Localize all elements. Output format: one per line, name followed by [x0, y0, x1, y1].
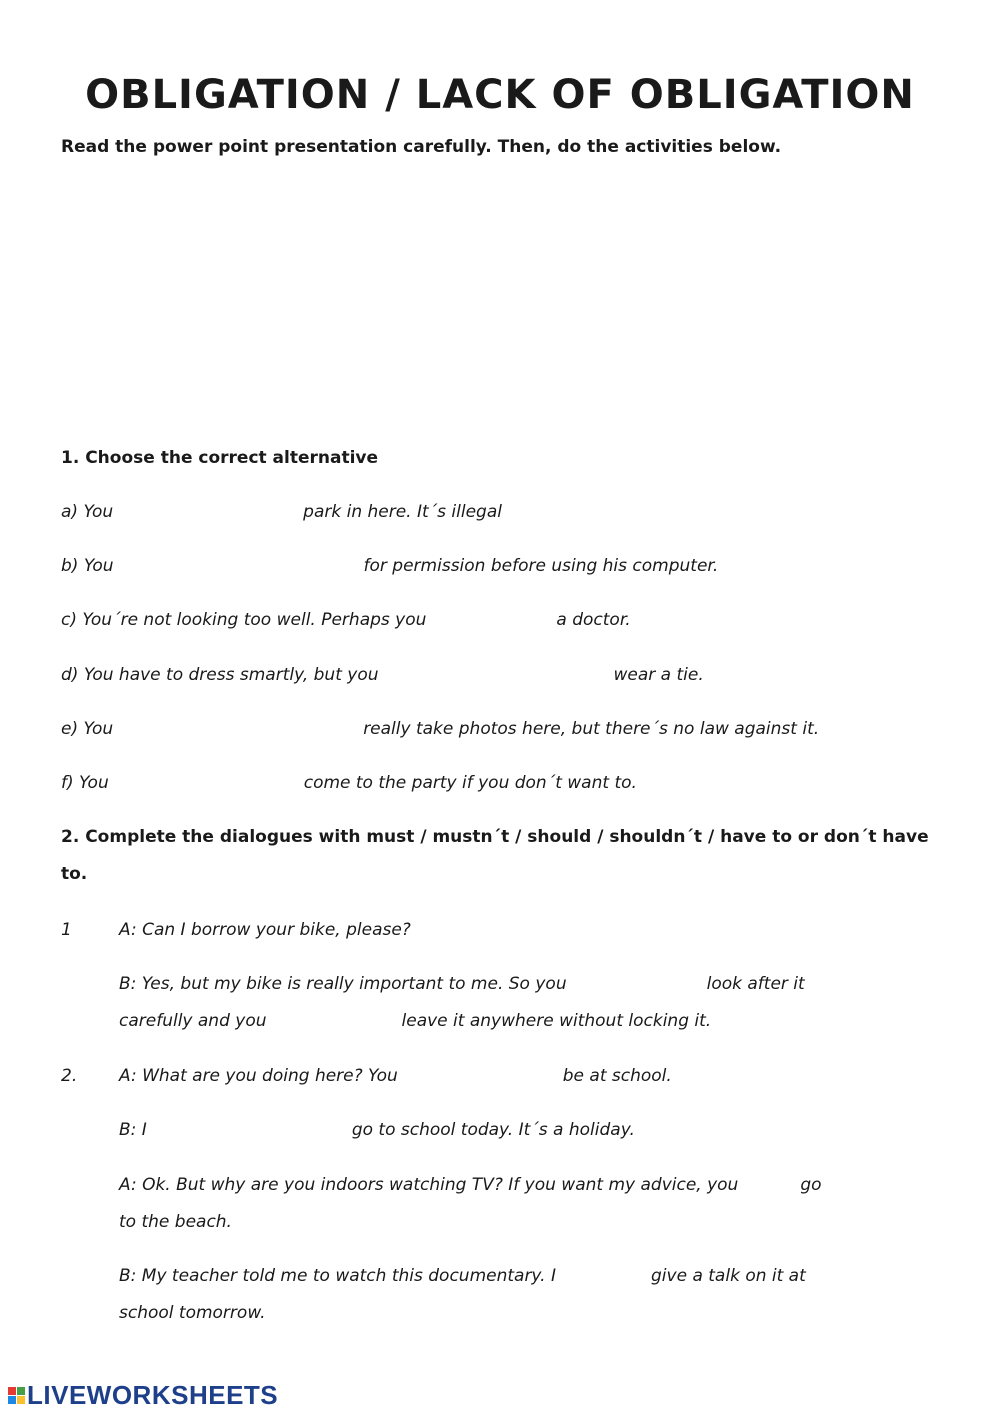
dialogue1-line-b — [119, 974, 805, 994]
answer-blank[interactable] — [398, 1066, 563, 1086]
answer-blank[interactable] — [113, 502, 303, 522]
answer-blank[interactable] — [267, 1011, 402, 1031]
answer-blank[interactable] — [113, 719, 363, 739]
line-text-before: carefully and you — [119, 1011, 267, 1031]
exercise1-item-e — [61, 719, 819, 739]
item-text-before: f) You — [61, 773, 109, 793]
item-text-before: d) You have to dress smartly, but you — [61, 665, 379, 685]
exercise1-item-b — [61, 556, 718, 576]
exercise1-item-a — [61, 502, 502, 522]
line-text-after: look after it — [706, 974, 805, 994]
item-text-after: park in here. It´s illegal — [303, 502, 502, 522]
exercise1-item-f — [61, 773, 637, 793]
item-text-before: b) You — [61, 556, 114, 576]
dialogue2-line-b — [119, 1120, 635, 1140]
item-text-after: really take photos here, but there´s no law against it. — [363, 719, 820, 739]
item-text-before: e) You — [61, 719, 114, 739]
answer-blank[interactable] — [379, 665, 614, 685]
item-text-after: come to the party if you don´t want to. — [303, 773, 637, 793]
item-text-before: c) You´re not looking too well. Perhaps you — [61, 610, 427, 630]
line-text-before: B: Yes, but my bike is really important to me. So you — [119, 974, 567, 994]
line-text-after: give a talk on it at — [651, 1266, 806, 1286]
dialogue1-line-a: A: Can I borrow your bike, please? — [119, 920, 411, 940]
dialogue2-line-b2-cont: school tomorrow. — [119, 1303, 266, 1323]
exercise1-item-c — [61, 610, 631, 630]
instructions: Read the power point presentation carefully. Then, do the activities below. — [61, 137, 782, 157]
line-text-before: B: My teacher told me to watch this documentary. I — [119, 1266, 556, 1286]
logo-block — [17, 1387, 25, 1395]
dialogue-number: 2. — [61, 1066, 78, 1086]
worksheet-title: OBLIGATION / LACK OF OBLIGATION — [85, 72, 915, 118]
line-text-before: B: I — [119, 1120, 147, 1140]
dialogue1-line-b-cont — [119, 1011, 711, 1031]
answer-blank[interactable] — [426, 610, 556, 630]
exercise1-heading: 1. Choose the correct alternative — [61, 448, 379, 468]
answer-blank[interactable] — [556, 1266, 651, 1286]
exercise1-item-d — [61, 665, 704, 685]
item-text-after: for permission before using his computer. — [363, 556, 719, 576]
answer-blank[interactable] — [567, 974, 707, 994]
logo-block — [8, 1396, 16, 1404]
logo-block — [17, 1396, 25, 1404]
dialogue2-line-b2 — [119, 1266, 806, 1286]
dialogue2-line-a2 — [119, 1175, 822, 1195]
line-text-before: A: What are you doing here? You — [119, 1066, 398, 1086]
line-text-after: go to school today. It´s a holiday. — [351, 1120, 635, 1140]
line-text-after: leave it anywhere without locking it. — [401, 1011, 712, 1031]
logo-block — [8, 1387, 16, 1395]
line-text-after: be at school. — [562, 1066, 672, 1086]
exercise2-heading: 2. Complete the dialogues with must / mustn´t / should / shouldn´t / have to or don´t have — [61, 827, 929, 847]
exercise2-heading-cont: to. — [61, 864, 88, 884]
dialogue2-line-a2-cont: to the beach. — [119, 1212, 232, 1232]
dialogue-number: 1 — [61, 920, 72, 940]
line-text-after: go — [800, 1175, 822, 1195]
item-text-before: a) You — [61, 502, 114, 522]
item-text-after: a doctor. — [556, 610, 631, 630]
answer-blank[interactable] — [109, 773, 304, 793]
answer-blank[interactable] — [738, 1175, 800, 1195]
liveworksheets-logo[interactable] — [8, 1380, 278, 1410]
item-text-after: wear a tie. — [613, 665, 704, 685]
answer-blank[interactable] — [114, 556, 364, 576]
logo-mark-icon — [8, 1387, 25, 1404]
line-text-before: A: Ok. But why are you indoors watching TV? If you want my advice, you — [119, 1175, 739, 1195]
answer-blank[interactable] — [147, 1120, 352, 1140]
dialogue2-line-a — [119, 1066, 672, 1086]
logo-text: LIVEWORKSHEETS — [27, 1379, 279, 1410]
